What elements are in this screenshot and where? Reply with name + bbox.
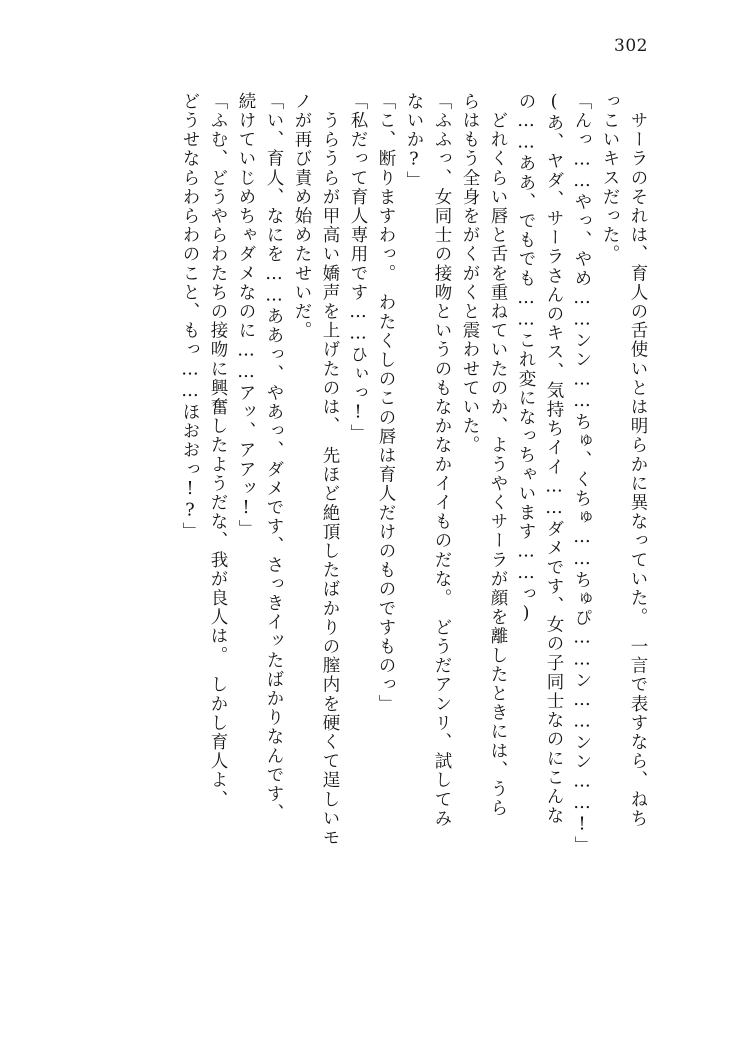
text-line: (あ、ヤダ、サーラさんのキス、気持ちイイ……ダメです、女の子同士なのにこんな bbox=[544, 92, 564, 826]
page-number: 302 bbox=[614, 36, 648, 56]
text-line: サーラのそれは、育人の舌使いとは明らかに異なっていた。 一言で表すなら、ねち bbox=[628, 92, 648, 829]
text-line: どうせならわらわのこと、もっ……ほおおっ!?」 bbox=[180, 92, 200, 542]
text-line: どれくらい唇と舌を重ねていたのか、ようやくサーラが顔を離したときには、うら bbox=[488, 92, 508, 818]
body-text-block bbox=[84, 92, 652, 982]
text-line: 「い、育人、なにを……ああっ、やあっ、ダメです、さっきイッたばかりなんです、 bbox=[264, 92, 284, 823]
text-line: 続けていじめちゃダメなのに……アッ、アアッ!」 bbox=[236, 92, 256, 539]
text-line: らはもう全身をがくがくと震わせていた。 bbox=[460, 92, 480, 455]
text-line: 「こ、断りますわっ。 わたくしのこの唇は育人だけのものですものっ」 bbox=[376, 92, 396, 714]
text-line: ないか?」 bbox=[404, 92, 424, 190]
text-line: ノが再び責め始めたせいだ。 bbox=[292, 92, 312, 341]
text-line: 「んっ……やっ、やめ……ンン……ちゅ、くちゅ……ちゅぴ……ン……ンン……!」 bbox=[572, 92, 592, 856]
text-line: 「私だって育人専用です……ひぃっ!」 bbox=[348, 92, 368, 444]
text-line: 「ふふっ、女同士の接吻というのもなかなかイイものだな。 どうだアンリ、試してみ bbox=[432, 92, 452, 829]
text-line: の……ああ、でもでも……これ変になっちゃいます……っ) bbox=[516, 92, 536, 626]
text-line: っこいキスだった。 bbox=[600, 92, 620, 264]
text-line: 「ふむ、どうやらわたちの接吻に興奮したようだな、我が良人は。 しかし育人よ、 bbox=[208, 92, 228, 810]
text-line: うらうらが甲高い嬌声を上げたのは、 先ほど絶頂したばかりの膣内を硬くて逞しいモ bbox=[320, 92, 340, 848]
